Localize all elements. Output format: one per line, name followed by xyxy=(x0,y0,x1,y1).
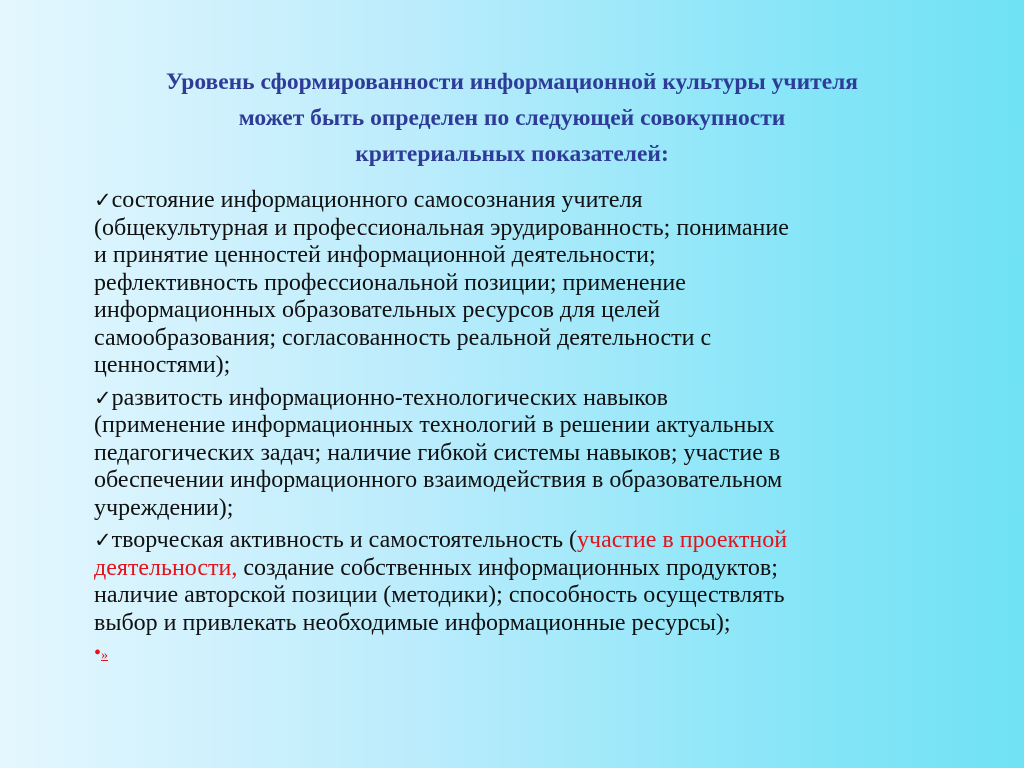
checkmark-icon: ✓ xyxy=(94,528,112,552)
criteria-line: обеспечении информационного взаимодействия в образовательном xyxy=(94,467,783,493)
criteria-line xyxy=(94,555,954,583)
criteria-line xyxy=(94,187,954,215)
criteria-text: творческая активность и самостоятельность ( xyxy=(111,527,578,553)
criteria-line: (общекультурная и профессиональная эрудированность; понимание xyxy=(94,214,789,241)
criteria-line: педагогических задач; наличие гибкой системы навыков; участие в xyxy=(94,439,781,466)
criteria-line: самообразования; согласованность реальной деятельности с xyxy=(94,324,712,351)
checkmark-icon: ✓ xyxy=(94,188,112,212)
hyperlink[interactable]: » xyxy=(101,648,109,663)
criteria-line xyxy=(94,527,954,555)
criteria-text: создание собственных информационных продуктов; xyxy=(237,554,778,581)
title-line: Уровень сформированности информационной культуры учителя xyxy=(165,69,859,95)
title-line: критериальных показателей: xyxy=(355,141,669,167)
slide-title xyxy=(60,64,964,172)
criteria-line: (применение информационных технологий в решении актуальных xyxy=(94,412,775,438)
criteria-line: информационных образовательных ресурсов для целей xyxy=(94,297,661,323)
criteria-item xyxy=(94,187,954,380)
criteria-line: наличие авторской позиции (методики); способность осуществлять xyxy=(94,582,785,608)
highlighted-text: деятельности, xyxy=(94,554,238,581)
highlighted-text: участие в проектной xyxy=(577,527,788,553)
criteria-text: состояние информационного самосознания учителя xyxy=(111,187,643,213)
criteria-line xyxy=(94,385,954,413)
checkmark-icon: ✓ xyxy=(94,385,112,410)
criteria-line: и принятие ценностей информационной деятельности; xyxy=(94,242,656,268)
criteria-line: учреждении); xyxy=(94,494,234,521)
title-line: может быть определен по следующей совокупности xyxy=(238,105,786,131)
criteria-text: развитость информационно-технологических навыков xyxy=(111,384,668,411)
empty-bullet-item xyxy=(94,643,954,666)
criteria-line: выбор и привлекать необходимые информационные ресурсы); xyxy=(94,609,731,636)
criteria-list xyxy=(94,187,954,671)
bullet-icon: • xyxy=(94,642,102,664)
criteria-item xyxy=(94,385,954,523)
criteria-line: ценностями); xyxy=(94,352,231,378)
criteria-item xyxy=(94,527,954,637)
criteria-line: рефлективность профессиональной позиции; применение xyxy=(94,269,686,296)
